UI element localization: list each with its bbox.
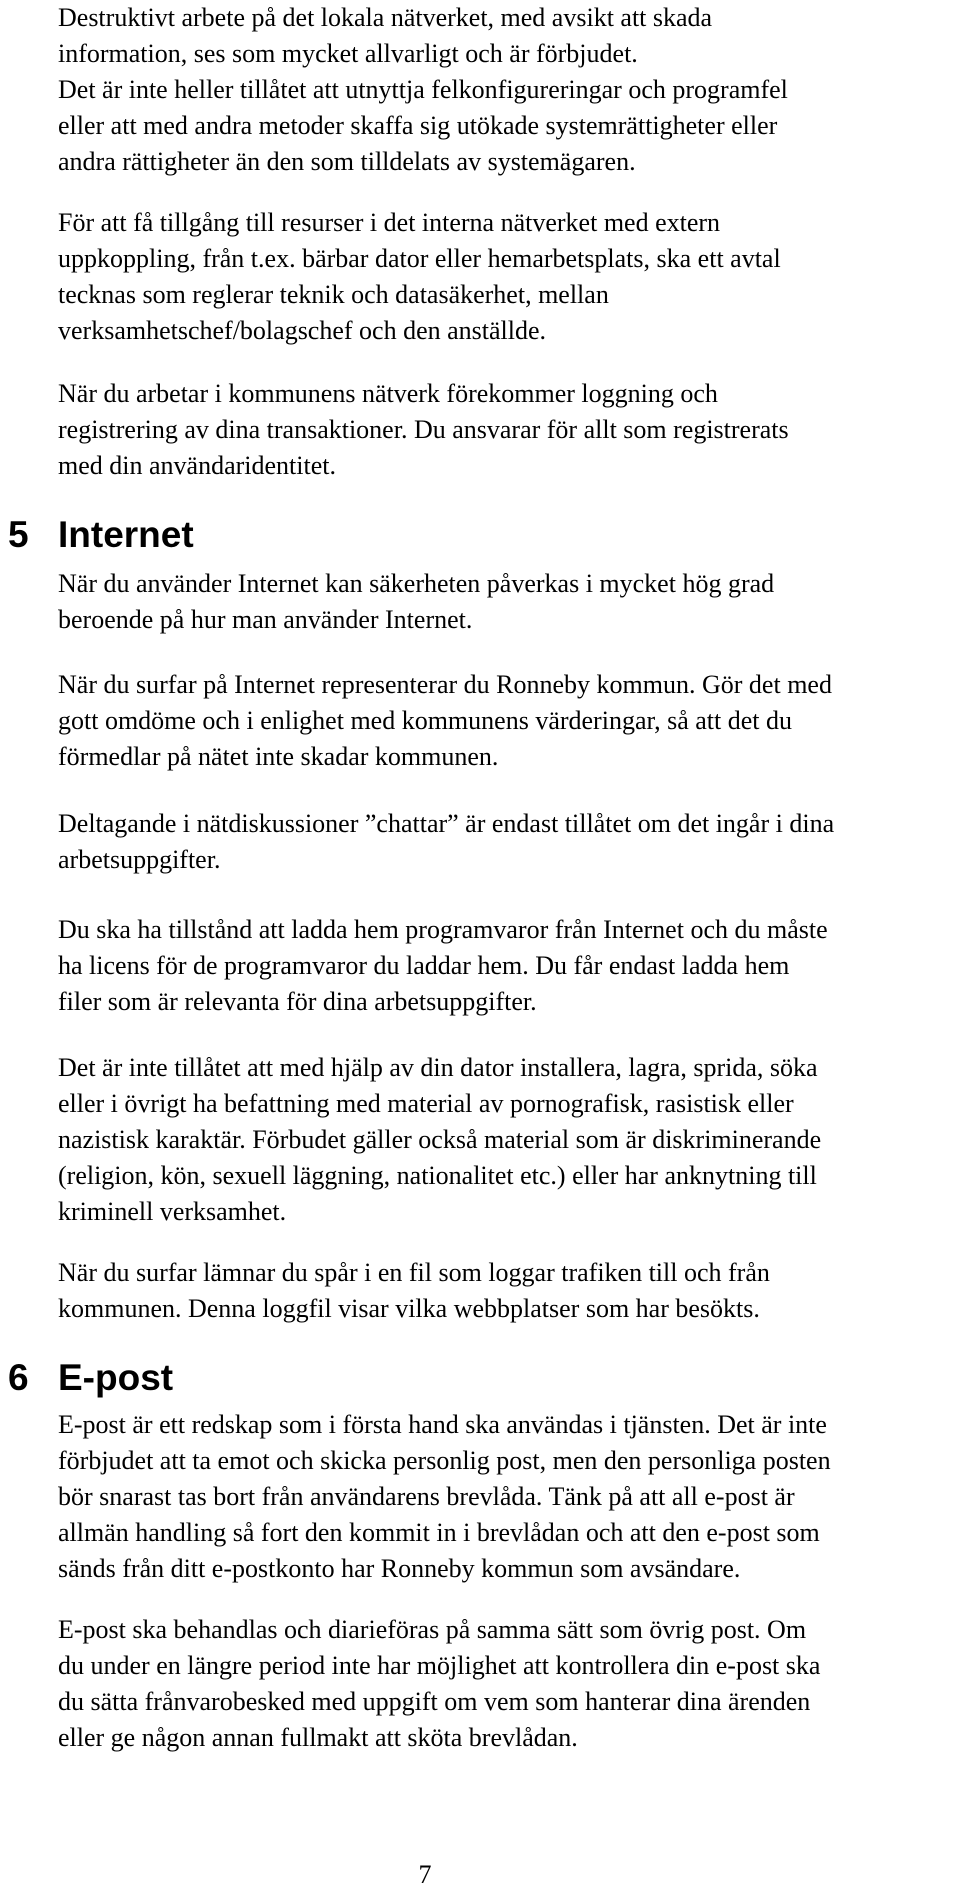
paragraph-external-access xyxy=(58,205,938,349)
text-line: gott omdöme och i enlighet med kommunens värderingar, så att det du xyxy=(58,706,793,735)
text-line: uppkoppling, från t.ex. bärbar dator eller hemarbetsplats, ska ett avtal xyxy=(58,244,781,273)
section-heading-internet xyxy=(8,513,194,557)
text-line: bör snarast tas bort från användarens brevlåda. Tänk på att all e-post är xyxy=(58,1482,795,1511)
paragraph-text xyxy=(58,205,938,349)
paragraph-text xyxy=(58,667,938,775)
text-line: E-post är ett redskap som i första hand ska användas i tjänsten. Det är inte xyxy=(58,1410,827,1439)
text-line: Du ska ha tillstånd att ladda hem programvaror från Internet och du måste xyxy=(58,915,828,944)
text-line: Det är inte tillåtet att med hjälp av din dator installera, lagra, sprida, söka xyxy=(58,1053,818,1082)
paragraph-text xyxy=(58,1407,938,1587)
text-line: kriminell verksamhet. xyxy=(58,1197,287,1226)
text-line: nazistisk karaktär. Förbudet gäller också material som är diskriminerande xyxy=(58,1125,822,1154)
text-line: du under en längre period inte har möjlighet att kontrollera din e-post ska xyxy=(58,1651,821,1680)
text-line: filer som är relevanta för dina arbetsuppgifter. xyxy=(58,987,537,1016)
text-line: förmedlar på nätet inte skadar kommunen. xyxy=(58,742,499,771)
text-line: För att få tillgång till resurser i det interna nätverket med extern xyxy=(58,208,721,237)
text-line: med din användaridentitet. xyxy=(58,451,336,480)
text-line: tecknas som reglerar teknik och datasäkerhet, mellan xyxy=(58,280,609,309)
paragraph-text xyxy=(58,0,938,180)
text-line: När du arbetar i kommunens nätverk förekommer loggning och xyxy=(58,379,718,408)
paragraph-chat xyxy=(58,806,938,878)
text-line: När du surfar lämnar du spår i en fil som loggar trafiken till och från xyxy=(58,1258,770,1287)
text-line: du sätta frånvarobesked med uppgift om vem som hanterar dina ärenden xyxy=(58,1687,811,1716)
text-line: eller i övrigt ha befattning med material av pornografisk, rasistisk eller xyxy=(58,1089,794,1118)
paragraph-text xyxy=(58,1050,938,1230)
paragraph-prohibited-material xyxy=(58,1050,938,1230)
paragraph-text xyxy=(58,566,938,638)
text-line: allmän handling så fort den kommit in i brevlådan och att den e-post som xyxy=(58,1518,820,1547)
text-line: information, ses som mycket allvarligt och är förbjudet. xyxy=(58,39,638,68)
text-line: verksamhetschef/bolagschef och den anställde. xyxy=(58,316,547,345)
page-number: 7 xyxy=(418,1860,432,1889)
text-line: kommunen. Denna loggfil visar vilka webbplatser som har besökts. xyxy=(58,1294,760,1323)
text-line: (religion, kön, sexuell läggning, nationalitet etc.) eller har anknytning till xyxy=(58,1161,817,1190)
text-line: andra rättigheter än den som tilldelats av systemägaren. xyxy=(58,147,636,176)
paragraph-software-download xyxy=(58,912,938,1020)
section-title: Internet xyxy=(58,514,194,555)
text-line: Destruktivt arbete på det lokala nätverket, med avsikt att skada xyxy=(58,3,713,32)
section-title: E-post xyxy=(58,1357,174,1398)
text-line: eller att med andra metoder skaffa sig utökade systemrättigheter eller xyxy=(58,111,778,140)
text-line: E-post ska behandlas och diarieföras på samma sätt som övrig post. Om xyxy=(58,1615,807,1644)
text-line: arbetsuppgifter. xyxy=(58,845,221,874)
paragraph-email-usage xyxy=(58,1407,938,1587)
paragraph-representation xyxy=(58,667,938,775)
paragraph-internet-security xyxy=(58,566,938,638)
section-heading-email xyxy=(8,1356,173,1400)
section-number: 5 xyxy=(8,514,29,555)
text-line: ha licens för de programvaror du laddar hem. Du får endast ladda hem xyxy=(58,951,790,980)
text-line: förbjudet att ta emot och skicka personlig post, men den personliga posten xyxy=(58,1446,831,1475)
text-line: Deltagande i nätdiskussioner ”chattar” är endast tillåtet om det ingår i dina xyxy=(58,809,835,838)
paragraph-traffic-log xyxy=(58,1255,938,1327)
text-line: När du använder Internet kan säkerheten påverkas i mycket hög grad xyxy=(58,569,775,598)
text-line: eller ge någon annan fullmakt att sköta brevlådan. xyxy=(58,1723,578,1752)
paragraph-email-handling xyxy=(58,1612,938,1756)
paragraph-text xyxy=(58,806,938,878)
text-line: registrering av dina transaktioner. Du ansvarar för allt som registrerats xyxy=(58,415,789,444)
paragraph-text xyxy=(58,376,938,484)
paragraph-text xyxy=(58,1612,938,1756)
text-line: Det är inte heller tillåtet att utnyttja felkonfigureringar och programfel xyxy=(58,75,788,104)
text-line: sänds från ditt e-postkonto har Ronneby kommun som avsändare. xyxy=(58,1554,741,1583)
paragraph-destructive-work xyxy=(58,0,938,180)
text-line: beroende på hur man använder Internet. xyxy=(58,605,473,634)
paragraph-text xyxy=(58,912,938,1020)
section-number: 6 xyxy=(8,1357,29,1398)
text-line: När du surfar på Internet representerar du Ronneby kommun. Gör det med xyxy=(58,670,832,699)
paragraph-logging xyxy=(58,376,938,484)
paragraph-text xyxy=(58,1255,938,1327)
